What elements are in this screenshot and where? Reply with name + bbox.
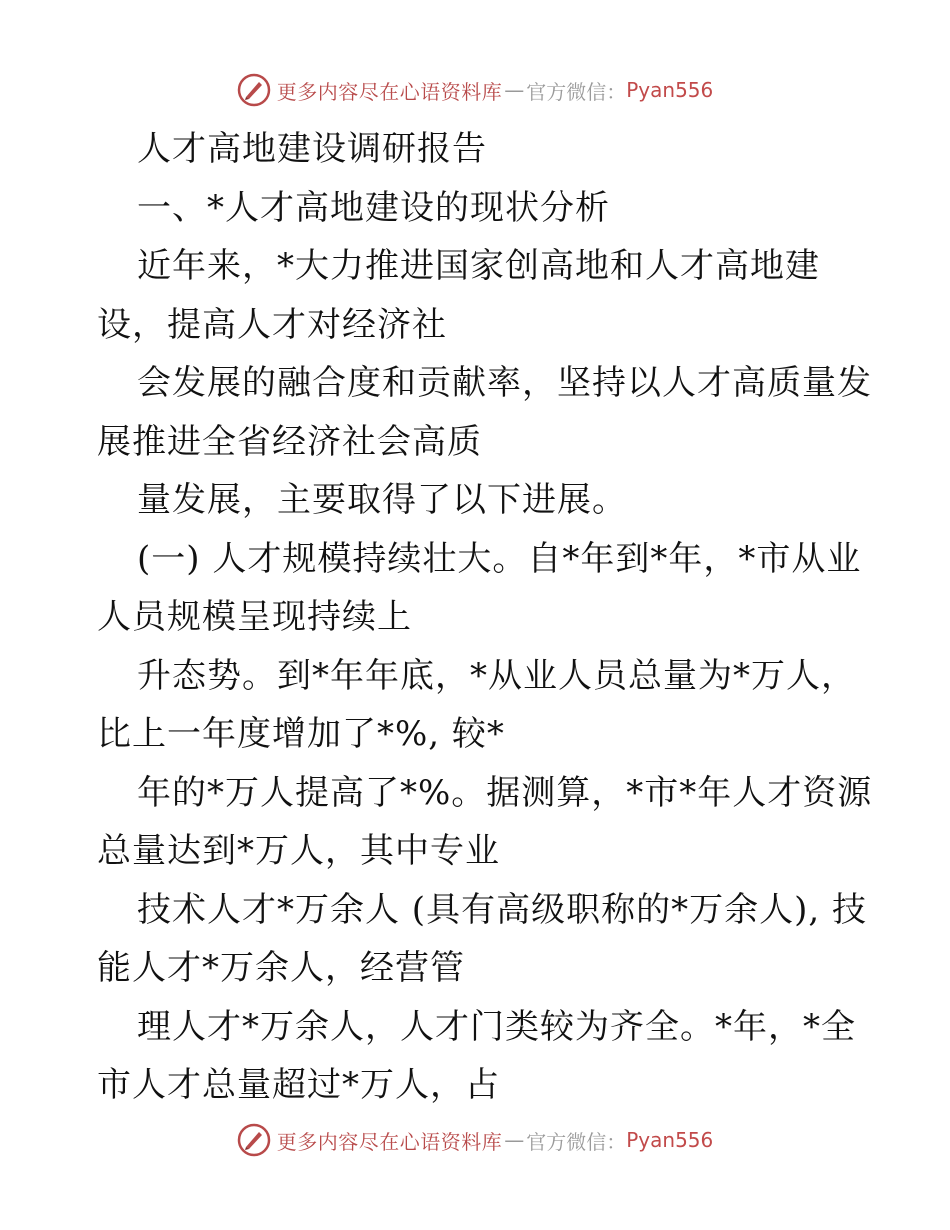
- text-line: 设，提高人才对经济社: [97, 304, 447, 345]
- watermark-contact-label: 官方微信：: [526, 79, 627, 104]
- text-line: 展推进全省经济社会高质: [97, 421, 482, 462]
- subsection-line: (一) 人才规模持续壮大。自*年到*年，*市从业: [137, 538, 862, 579]
- text-line: 总量达到*万人，其中专业: [97, 831, 500, 871]
- text-line: 年的*万人提高了*%。据测算，*市*年人才资源: [137, 772, 873, 813]
- text-line: 市人才总量超过*万人，占: [97, 1065, 500, 1105]
- watermark-separator: —: [504, 78, 525, 102]
- watermark-contact-label: 官方微信：: [526, 1129, 627, 1154]
- text-line: 近年来，*大力推进国家创高地和人才高地建: [137, 246, 820, 286]
- document-body: [97, 120, 873, 1115]
- watermark-contact-id: Pyan556: [626, 1128, 714, 1152]
- text-line: 比上一年度增加了*%, 较*: [97, 714, 505, 754]
- document-title: 人才高地建设调研报告: [137, 129, 487, 169]
- watermark-separator: —: [504, 1128, 525, 1152]
- quill-logo-icon: [237, 1123, 271, 1157]
- text-line: 能人才*万余人，经营管: [97, 948, 465, 988]
- text-line: 量发展，主要取得了以下进展。: [137, 480, 627, 520]
- watermark-brand: 更多内容尽在心语资料库: [276, 1129, 503, 1154]
- footer-watermark: [0, 1120, 950, 1160]
- watermark-contact-id: Pyan556: [626, 78, 714, 102]
- text-line: 升态势。到*年年底，*从业人员总量为*万人，: [137, 655, 856, 696]
- quill-logo-icon: [237, 73, 271, 107]
- section-heading: 一、*人才高地建设的现状分析: [137, 187, 610, 228]
- watermark-brand: 更多内容尽在心语资料库: [276, 79, 503, 104]
- text-line: 会发展的融合度和贡献率，坚持以人才高质量发: [137, 363, 872, 403]
- header-watermark: [0, 70, 950, 110]
- text-line: 理人才*万余人，人才门类较为齐全。*年，*全: [137, 1006, 856, 1047]
- text-line: 技术人才*万余人 (具有高级职称的*万余人), 技: [137, 889, 867, 930]
- text-line: 人员规模呈现持续上: [97, 597, 412, 637]
